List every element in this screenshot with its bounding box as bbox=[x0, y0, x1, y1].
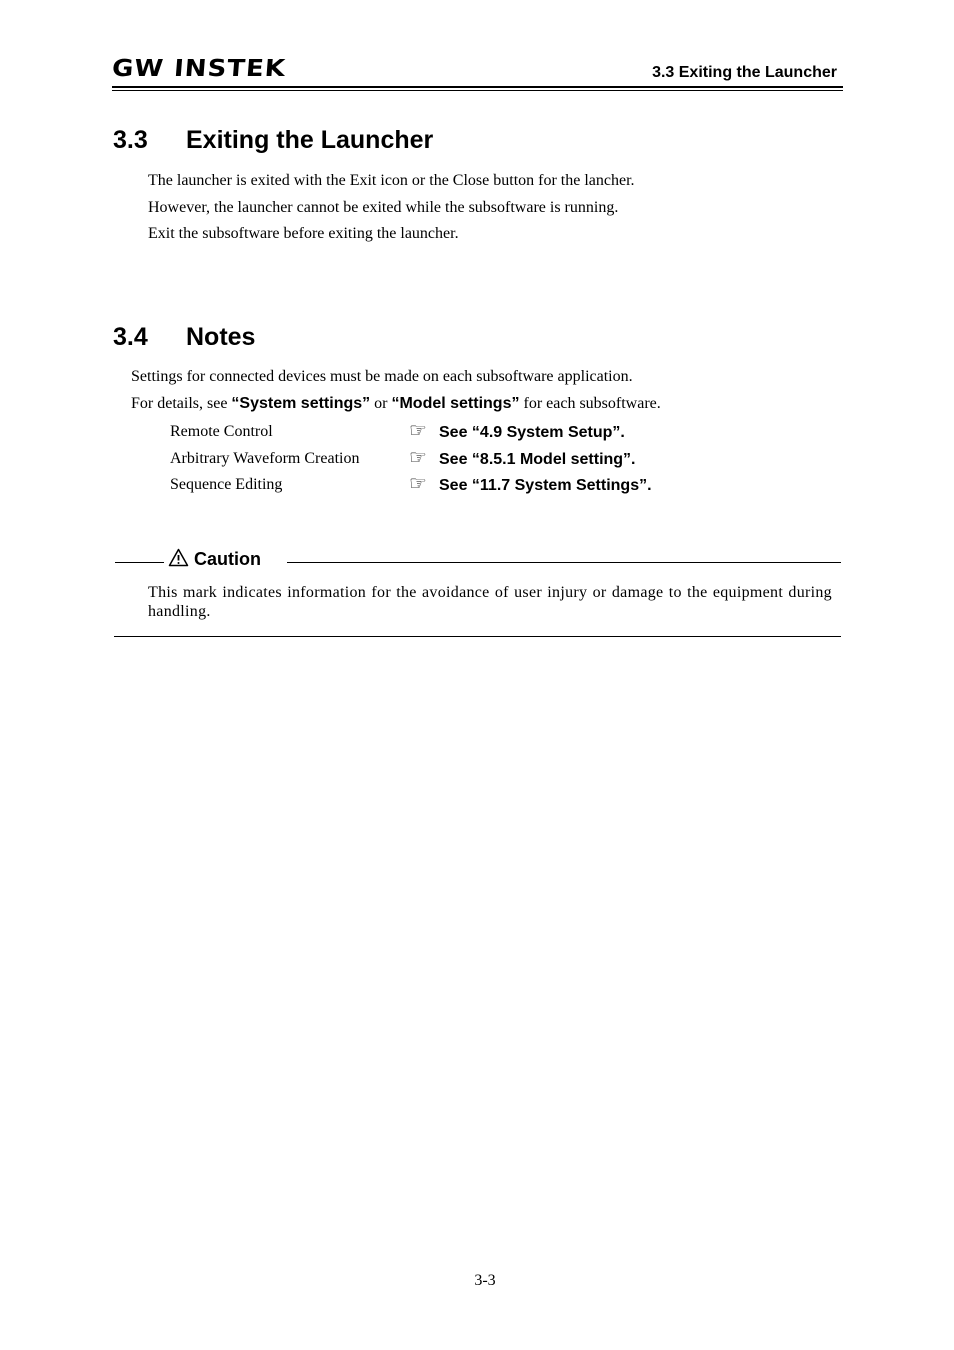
caution-rule-bottom bbox=[114, 636, 841, 637]
notes-line-2-end: for each subsoftware. bbox=[519, 395, 661, 412]
pointing-hand-icon: ☞ bbox=[409, 447, 427, 469]
caution-heading bbox=[168, 548, 261, 570]
header-rule-thick bbox=[112, 86, 843, 88]
notes-line-2-text: For details, see bbox=[131, 395, 232, 412]
section-3-3-line-3: Exit the subsoftware before exiting the launcher. bbox=[148, 225, 459, 242]
section-number: 3.4 bbox=[113, 323, 148, 351]
section-title: Notes bbox=[186, 323, 256, 351]
reference-label: Sequence Editing bbox=[170, 476, 283, 493]
reference-link-text: See “11.7 System Settings”. bbox=[439, 477, 652, 494]
gw-instek-logo: GW INSTEK bbox=[110, 55, 287, 83]
reference-label: Arbitrary Waveform Creation bbox=[170, 450, 360, 467]
system-settings-term: “System settings” bbox=[231, 395, 371, 412]
caution-text: This mark indicates information for the avoidance of user injury or damage to the equipment during handling. bbox=[148, 584, 832, 620]
reference-link-text: See “4.9 System Setup”. bbox=[439, 424, 625, 441]
section-3-4-heading bbox=[113, 322, 255, 352]
section-3-3-heading bbox=[113, 125, 433, 155]
notes-line-2-or: or bbox=[370, 395, 392, 412]
section-title: Exiting the Launcher bbox=[186, 126, 434, 154]
header-rule-thin bbox=[112, 90, 843, 91]
section-3-3-line-1: The launcher is exited with the Exit icon or the Close button for the lancher. bbox=[148, 172, 635, 189]
reference-link[interactable] bbox=[409, 474, 652, 496]
reference-link[interactable] bbox=[409, 448, 636, 470]
reference-label: Remote Control bbox=[170, 423, 273, 440]
notes-line-2 bbox=[131, 394, 661, 414]
pointing-hand-icon: ☞ bbox=[409, 473, 427, 495]
reference-link-text: See “8.5.1 Model setting”. bbox=[439, 451, 636, 468]
running-header-title: 3.3 Exiting the Launcher bbox=[652, 64, 837, 81]
page-number: 3-3 bbox=[474, 1272, 496, 1289]
notes-line-1: Settings for connected devices must be made on each subsoftware application. bbox=[131, 368, 633, 385]
reference-link[interactable] bbox=[409, 421, 625, 443]
caution-rule-right bbox=[287, 562, 841, 563]
caution-title: Caution bbox=[194, 549, 262, 569]
caution-rule-left bbox=[115, 562, 164, 563]
section-3-3-line-2: However, the launcher cannot be exited while the subsoftware is running. bbox=[148, 199, 619, 216]
section-number: 3.3 bbox=[113, 126, 148, 154]
model-settings-term: “Model settings” bbox=[391, 395, 520, 412]
pointing-hand-icon: ☞ bbox=[409, 420, 427, 442]
warning-triangle-icon bbox=[168, 548, 189, 567]
